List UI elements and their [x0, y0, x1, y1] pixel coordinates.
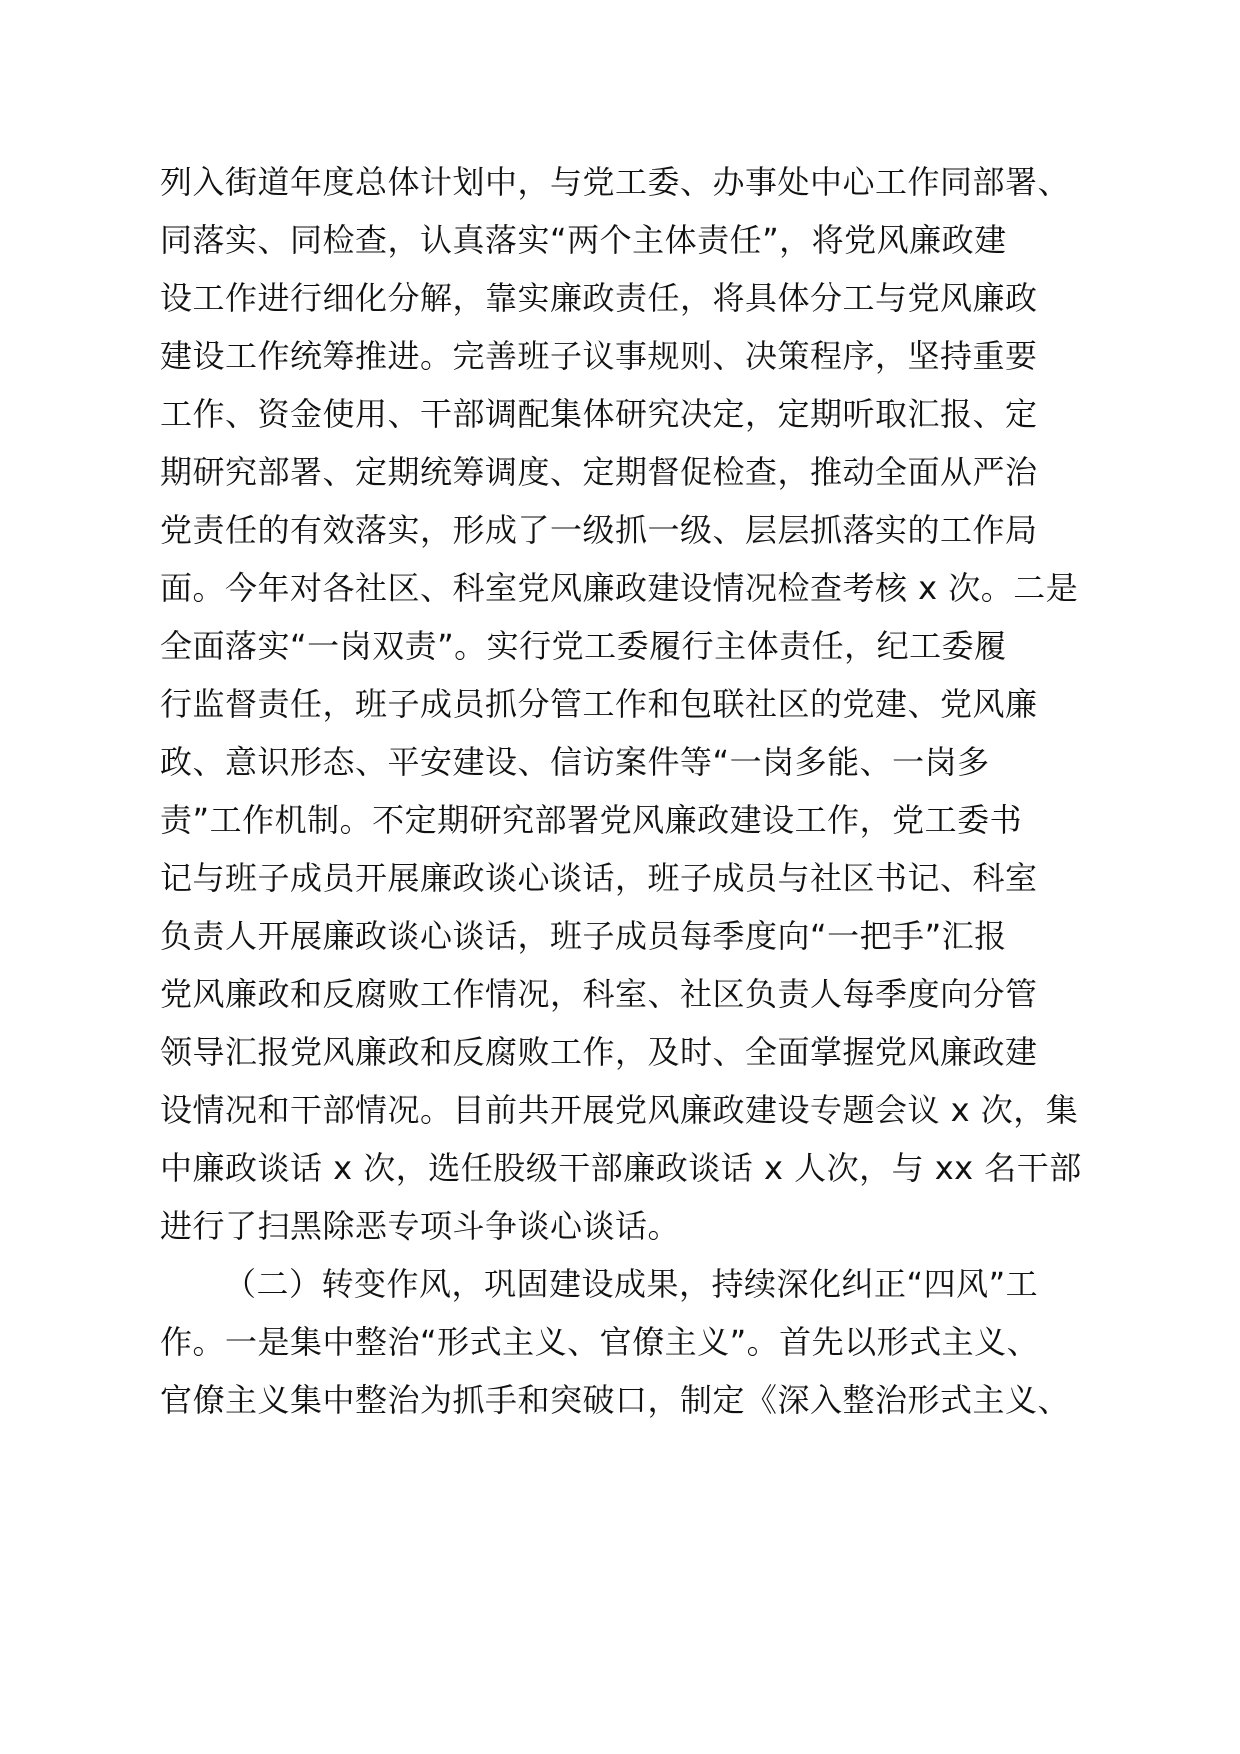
text-line: 期研究部署、定期统筹调度、定期督促检查，推动全面从严治	[160, 453, 1038, 491]
text-line: 同落实、同检查，认真落实“两个主体责任”，将党风廉政建	[160, 221, 1007, 259]
text-line: 责”工作机制。不定期研究部署党风廉政建设工作，党工委书	[160, 801, 1023, 839]
text-line: 党责任的有效落实，形成了一级抓一级、层层抓落实的工作局	[160, 511, 1038, 549]
text-line: 官僚主义集中整治为抓手和突破口，制定《深入整治形式主义、	[160, 1381, 1071, 1419]
text-line: 中廉政谈话 x 次，选任股级干部廉政谈话 x 人次，与 xx 名干部	[160, 1149, 1082, 1187]
text-line: 全面落实“一岗双责”。实行党工委履行主体责任，纪工委履	[160, 627, 1007, 665]
text-line: 记与班子成员开展廉政谈心谈话，班子成员与社区书记、科室	[160, 859, 1038, 897]
text-line: 领导汇报党风廉政和反腐败工作，及时、全面掌握党风廉政建	[160, 1033, 1038, 1071]
text-line: 建设工作统筹推进。完善班子议事规则、决策程序，坚持重要	[160, 337, 1038, 375]
text-line: 进行了扫黑除恶专项斗争谈心谈话。	[160, 1207, 681, 1245]
text-line: 作。一是集中整治“形式主义、官僚主义”。首先以形式主义、	[160, 1323, 1040, 1361]
text-line: 行监督责任，班子成员抓分管工作和包联社区的党建、党风廉	[160, 685, 1038, 723]
text-line: 面。今年对各社区、科室党风廉政建设情况检查考核 x 次。二是	[160, 569, 1079, 607]
text-line: 工作、资金使用、干部调配集体研究决定，定期听取汇报、定	[160, 395, 1038, 433]
text-line: 列入街道年度总体计划中，与党工委、办事处中心工作同部署、	[160, 163, 1071, 201]
text-line: 政、意识形态、平安建设、信访案件等“一岗多能、一岗多	[160, 743, 990, 781]
section-heading-line: （二）转变作风，巩固建设成果，持续深化纠正“四风”工	[224, 1265, 1039, 1303]
text-line: 负责人开展廉政谈心谈话，班子成员每季度向“一把手”汇报	[160, 917, 1007, 955]
text-line: 设工作进行细化分解，靠实廉政责任，将具体分工与党风廉政	[160, 279, 1038, 317]
text-line: 设情况和干部情况。目前共开展党风廉政建设专题会议 x 次，集	[160, 1091, 1079, 1129]
text-line: 党风廉政和反腐败工作情况，科室、社区负责人每季度向分管	[160, 975, 1038, 1013]
